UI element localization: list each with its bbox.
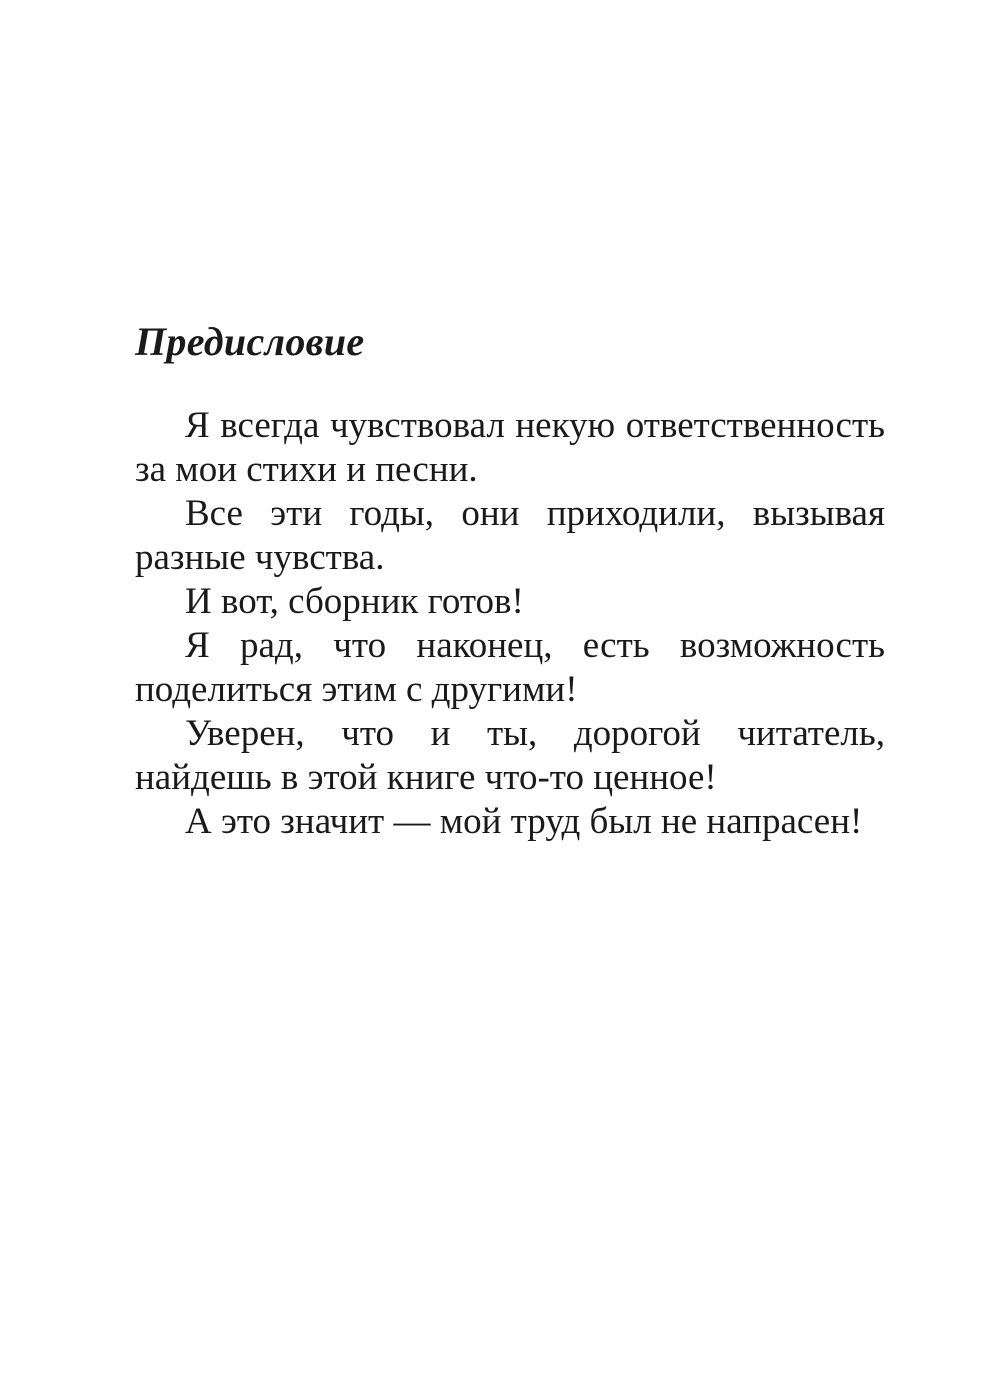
page-title: Предисловие xyxy=(135,319,365,364)
paragraph: Я рад, что наконец, есть возможность поделиться этим с другими! xyxy=(135,625,885,710)
paragraph: Я всегда чувствовал некую ответственность за мои стихи и песни. xyxy=(135,405,885,490)
paragraph: Все эти годы, они приходили, вызывая разные чувства. xyxy=(135,493,885,578)
paragraph: И вот, сборник готов! xyxy=(185,581,524,622)
paragraph: А это значит — мой труд был не напрасен! xyxy=(185,801,863,842)
page-content xyxy=(135,318,885,844)
paragraph: Уверен, что и ты, дорогой читатель, найдешь в этой книге что-то ценное! xyxy=(135,713,885,798)
